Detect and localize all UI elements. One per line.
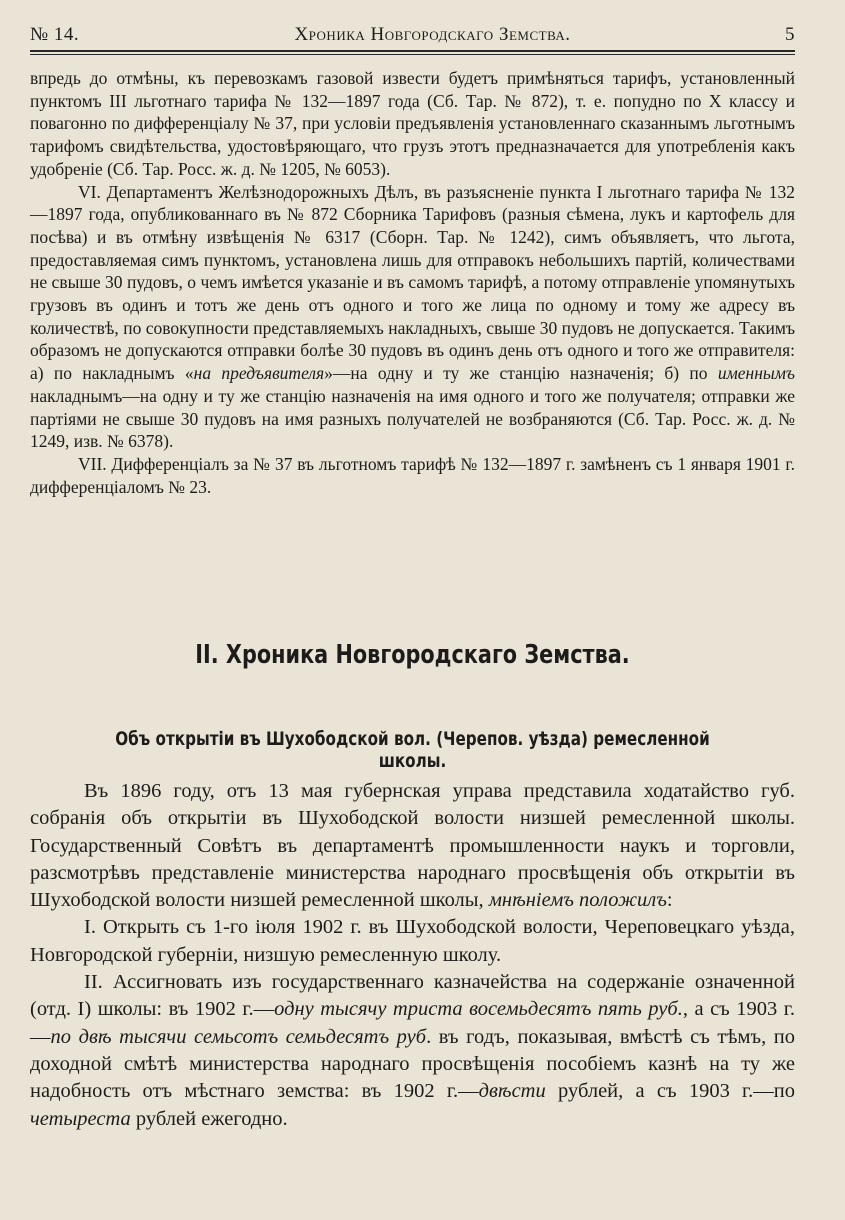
journal-title: Хроника Новгородскаго Земства. <box>294 24 571 45</box>
section-heading: II. Хроника Новгородскаго Земства. <box>195 640 630 670</box>
header-rule-thin <box>30 54 795 55</box>
header-rule <box>30 50 795 52</box>
page-number: 5 <box>785 24 795 45</box>
paragraph: VII. Дифференціалъ за № 37 въ льготномъ тарифѣ № 132—1897 г. замѣненъ съ 1 января 1901 г. дифференціаломъ № 23. <box>30 453 795 497</box>
paragraph: VI. Департаментъ Желѣзнодорожныхъ Дѣлъ, въ разъясненіе пункта I льготнаго тарифа № 132—1897 года, опубликованнаго въ № 872 Сборника Тарифовъ (разныя сѣмена, лукъ и картофель для посѣва) и въ отмѣну извѣщенія № 6317 (Сборн. Тар. № 1242), симъ объявляетъ, что льгота, предоставляемая симъ пунктомъ, установлена лишь для отправокъ небольшихъ партій, количествами не свыше 30 пудовъ, о чемъ имѣется указаніе и въ самомъ тарифѣ, а потому отправленіе упомянутыхъ грузовъ въ одинъ и тотъ же день отъ одного и того же лица по одному и тому же адресу въ количествѣ, по совокупности представляемыхъ накладныхъ, свыше 30 пудовъ не допускается. Такимъ образомъ не допускаются отправки болѣе 30 пудовъ въ одинъ день отъ одного и того же отправителя: а) по накладнымъ «на предъявителя»—на одну и ту же станцію назначенія; б) по именнымъ накладнымъ—на одну и ту же станцію назначенія на имя одного и того же получателя; отправки же партіями не свыше 30 пудовъ на имя разныхъ получателей не возбраняются (Сб. Тар. Росс. ж. д. № 1249, изв. № 6378). <box>30 181 795 452</box>
paragraph: впредь до отмѣны, къ перевозкамъ газовой извести будетъ примѣняться тарифъ, установленный пунктомъ III льготнаго тарифа № 132—1897 года (Сб. Тар. № 872), т. е. попудно по X классу и повагонно по дифференціалу № 37, при условіи предъявленія установленнаго сказаннымъ льготнымъ тарифомъ свидѣтельства, удостовѣряющаго, что грузъ этотъ предназначается для употребленія какъ удобреніе (Сб. Тар. Росс. ж. д. № 1205, № 6053). <box>30 68 795 179</box>
tariff-text <box>30 67 795 498</box>
article-heading: Объ открытіи въ Шухободской вол. (Черепов. уѣзда) ремесленной школы. <box>115 728 710 772</box>
paragraph: I. Открыть съ 1-го іюля 1902 г. въ Шухободской волости, Череповецкаго уѣзда, Новгородской губерніи, низшую ремесленную школу. <box>30 916 795 966</box>
running-header <box>30 20 795 50</box>
article-text <box>30 778 795 1133</box>
issue-number: № 14. <box>30 24 80 45</box>
paragraph: II. Ассигновать изъ государственнаго казначейства на содержаніе означенной (отд. I) школы: въ 1902 г.—одну тысячу триста восемьдесятъ пять руб., а съ 1903 г.—по двѣ тысячи семьсотъ семьдесятъ руб. въ годъ, показывая, вмѣстѣ съ тѣмъ, по доходной смѣтѣ министерства народнаго просвѣщенія пособіемъ казнѣ на ту же надобность отъ мѣстнаго земства: въ 1902 г.—двѣсти рублей, а съ 1903 г.—по четыреста рублей ежегодно. <box>30 971 796 1130</box>
paragraph: Въ 1896 году, отъ 13 мая губернская управа представила ходатайство губ. собранія объ открытіи въ Шухободской волости низшей ремесленной школы. Государственный Совѣтъ въ департаментѣ промышленности наукъ и торговли, разсмотрѣвъ представленіе министерства народнаго просвѣщенія объ открытіи въ Шухободской волости низшей ремесленной школы, мнѣніемъ положилъ: <box>30 780 795 912</box>
